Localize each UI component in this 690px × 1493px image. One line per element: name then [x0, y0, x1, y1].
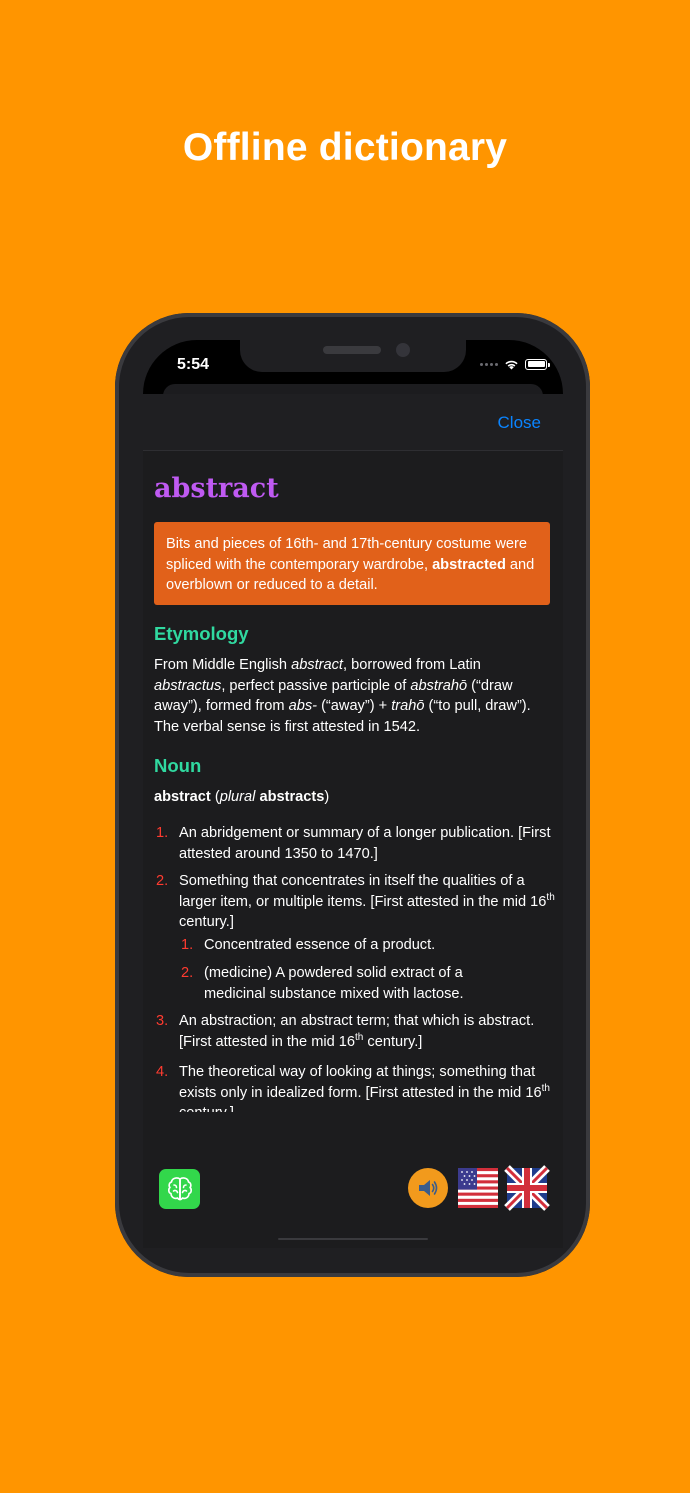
headword-paren: (: [210, 789, 220, 805]
sub-sense-item: [181, 963, 504, 1004]
status-icons: [480, 357, 547, 371]
example-highlight: abstracted: [432, 556, 506, 573]
bottom-toolbar: [143, 1112, 563, 1248]
sense-number: 4.: [156, 1064, 169, 1080]
sense-text: An abridgement or summary of a longer publication. [First attested around 1350 to 1470.]: [179, 825, 551, 862]
etymology-term: abs-: [288, 698, 318, 714]
example-text-before: Bits and pieces of 16th- and 17th-century costume were spliced with the contemporary wardrobe,: [166, 536, 527, 573]
headword-paren: ): [324, 789, 330, 805]
sense-number: 1.: [181, 937, 194, 953]
sense-text: An abstraction; an abstract term; that which is abstract. [First attested in the mid 16: [179, 1013, 535, 1050]
etymology-part: , borrowed from Latin: [343, 657, 481, 673]
noun-title: Noun: [154, 755, 202, 776]
home-indicator: [278, 1238, 428, 1240]
etymology-part: , perfect passive participle of: [221, 677, 411, 694]
etymology-part: (“away”) +: [317, 698, 392, 714]
sense-text: The theoretical way of looking at things; something that exists only in idealized form. [First attested in the mid 16: [179, 1064, 542, 1101]
battery-icon: [525, 359, 547, 370]
uk-pronunciation-button[interactable]: [507, 1168, 547, 1208]
etymology-term: abstractus: [154, 677, 222, 694]
entry-word: abstract: [154, 473, 279, 504]
sense-number: 3.: [156, 1013, 169, 1029]
etymology-term: abstract: [291, 657, 343, 673]
us-flag-icon: [458, 1168, 498, 1208]
brain-icon: [165, 1174, 195, 1204]
noun-headword: [154, 787, 556, 808]
sense-item: [156, 823, 555, 864]
plural-form: abstracts: [259, 789, 325, 805]
status-time: 5:54: [177, 356, 210, 373]
sense-sup: th: [541, 1082, 550, 1094]
sheet-header: [143, 394, 563, 451]
front-camera: [396, 343, 410, 357]
headword-word: abstract: [154, 789, 211, 805]
sub-sense-item: [181, 935, 504, 956]
sense-text: Something that concentrates in itself the qualities of a larger item, or multiple items. [First attested in the mid 16: [179, 873, 547, 910]
sense-item: [156, 871, 555, 933]
definition-content[interactable]: [143, 451, 563, 1112]
earpiece: [323, 346, 381, 354]
brain-button[interactable]: [159, 1169, 200, 1209]
sense-number: 1.: [156, 825, 169, 841]
sense-number: 2.: [181, 965, 194, 981]
sense-text: (medicine) A powdered solid extract of a medicinal substance mixed with lactose.: [204, 965, 464, 1002]
sense-text: Concentrated essence of a product.: [204, 937, 436, 953]
sense-text: century.]: [179, 914, 234, 930]
example-text-after: and overblown or reduced to a detail.: [166, 556, 535, 593]
sense-text: century.]: [363, 1033, 423, 1050]
wifi-icon: [504, 359, 519, 370]
sense-sup: th: [546, 891, 555, 903]
phone-screen: [143, 340, 563, 1248]
sense-sup: th: [355, 1031, 364, 1043]
us-pronunciation-button[interactable]: [458, 1168, 498, 1208]
notch: [240, 340, 466, 372]
definition-sheet: [143, 394, 563, 1248]
plural-label: plural: [219, 789, 256, 805]
etymology-part: (“to pull, draw”). The verbal sense is first attested in 1542.: [154, 698, 531, 735]
etymology-term: trahō: [391, 698, 425, 714]
example-box: [154, 522, 550, 605]
etymology-part: (“draw away”), formed from: [154, 677, 513, 714]
etymology-part: From Middle English: [154, 657, 292, 673]
etymology-term: abstrahō: [410, 677, 468, 694]
headline: Offline dictionary: [182, 126, 508, 169]
close-button[interactable]: Close: [497, 413, 541, 432]
speaker-icon: [415, 1175, 441, 1201]
etymology-title: Etymology: [154, 623, 249, 644]
sense-item: [156, 1011, 555, 1052]
uk-flag-icon: [507, 1168, 547, 1208]
signal-icon: [480, 363, 498, 366]
etymology-text: [154, 655, 556, 737]
sense-number: 2.: [156, 873, 169, 889]
pronounce-button[interactable]: [408, 1168, 448, 1208]
